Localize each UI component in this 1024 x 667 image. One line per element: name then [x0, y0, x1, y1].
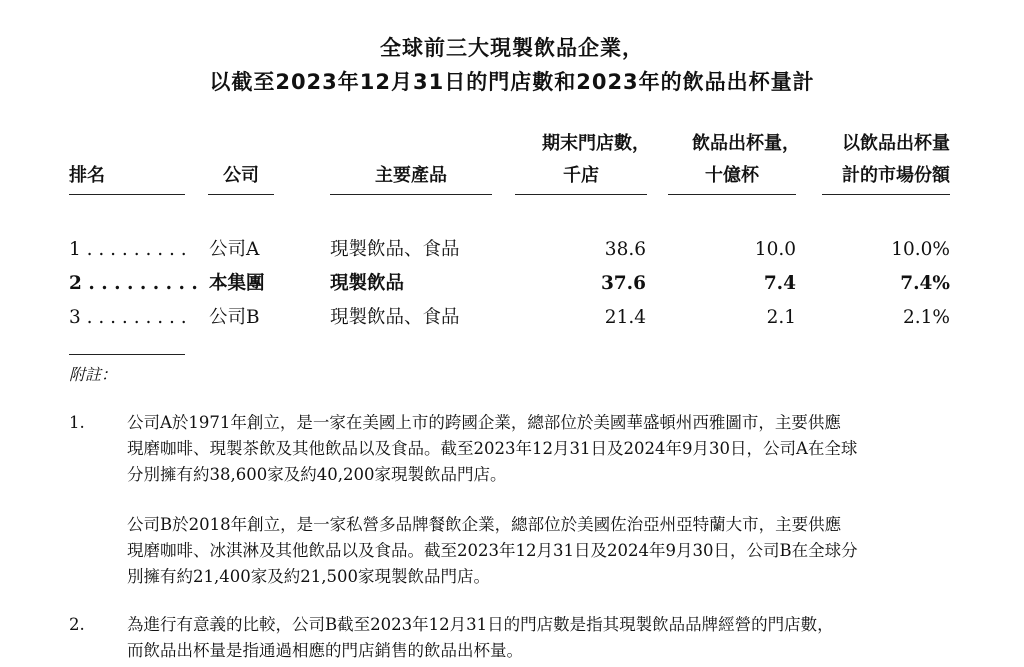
- note1-number: 1.: [69, 413, 85, 432]
- row3-cups: 2.1: [766, 307, 796, 328]
- header-rule-cups: [668, 194, 796, 195]
- row2-company: 本集團: [209, 273, 265, 294]
- row3-share: 2.1%: [903, 307, 950, 328]
- row3-product: 現製飲品、食品: [330, 307, 460, 328]
- row3-rank: 3 . . . . . . . . .: [69, 307, 187, 328]
- row3-stores: 21.4: [604, 307, 646, 328]
- note2-line1: 為進行有意義的比較，公司B截至2023年12月31日的門店數是指其現製飲品品牌經營的門店數，: [127, 615, 834, 634]
- note2-number: 2.: [69, 615, 85, 634]
- notes-divider: [69, 354, 185, 355]
- row1-stores: 38.6: [604, 239, 646, 260]
- row1-cups: 10.0: [754, 239, 796, 260]
- header-cups-line1: 飲品出杯量，: [692, 133, 800, 154]
- notes-label: 附註：: [69, 365, 118, 384]
- row1-product: 現製飲品、食品: [330, 239, 460, 260]
- note1-para1-line1: 公司A於1971年創立，是一家在美國上市的跨國企業，總部位於美國華盛頓州西雅圖市，主要供應: [127, 413, 841, 432]
- title-line-1: 全球前三大現製飲品企業，: [380, 36, 644, 60]
- header-share-line1: 以飲品出杯量: [842, 133, 950, 154]
- note1-para1-line3: 分別擁有約38,600家及約40,200家現製飲品門店。: [127, 465, 507, 484]
- row2-product: 現製飲品: [330, 273, 405, 294]
- row1-share: 10.0%: [891, 239, 950, 260]
- row2-stores: 37.6: [600, 273, 646, 294]
- row1-company: 公司A: [209, 239, 260, 260]
- row2-cups: 7.4: [763, 273, 796, 294]
- header-product: 主要產品: [375, 165, 447, 186]
- header-stores-line1: 期末門店數，: [542, 133, 650, 154]
- note1-para2-line3: 別擁有約21,400家及約21,500家現製飲品門店。: [127, 567, 490, 586]
- header-rank: 排名: [69, 165, 105, 186]
- note2-line2: 而飲品出杯量是指通過相應的門店銷售的飲品出杯量。: [127, 641, 523, 660]
- row2-rank: 2 . . . . . . . . .: [69, 273, 198, 294]
- header-rule-rank: [69, 194, 185, 195]
- header-cups-line2: 十億杯: [705, 165, 759, 186]
- header-share-line2: 計的市場份額: [842, 165, 950, 186]
- row3-company: 公司B: [209, 307, 260, 328]
- note1-para2-line2: 現磨咖啡、冰淇淋及其他飲品以及食品。截至2023年12月31日及2024年9月30日，公司B在全球分: [127, 541, 858, 560]
- row1-rank: 1 . . . . . . . . .: [69, 239, 187, 260]
- header-rule-company: [208, 194, 274, 195]
- header-company: 公司: [223, 165, 259, 186]
- row2-share: 7.4%: [900, 273, 950, 294]
- header-stores-line2: 千店: [563, 165, 599, 186]
- header-rule-stores: [515, 194, 647, 195]
- title-line-2: 以截至2023年12月31日的門店數和2023年的飲品出杯量計: [209, 70, 815, 94]
- note1-para2-line1: 公司B於2018年創立，是一家私營多品牌餐飲企業，總部位於美國佐治亞州亞特蘭大市，主要供應: [127, 515, 842, 534]
- header-rule-share: [822, 194, 950, 195]
- note1-para1-line2: 現磨咖啡、現製茶飲及其他飲品以及食品。截至2023年12月31日及2024年9月30日，公司A在全球: [127, 439, 858, 458]
- header-rule-product: [330, 194, 492, 195]
